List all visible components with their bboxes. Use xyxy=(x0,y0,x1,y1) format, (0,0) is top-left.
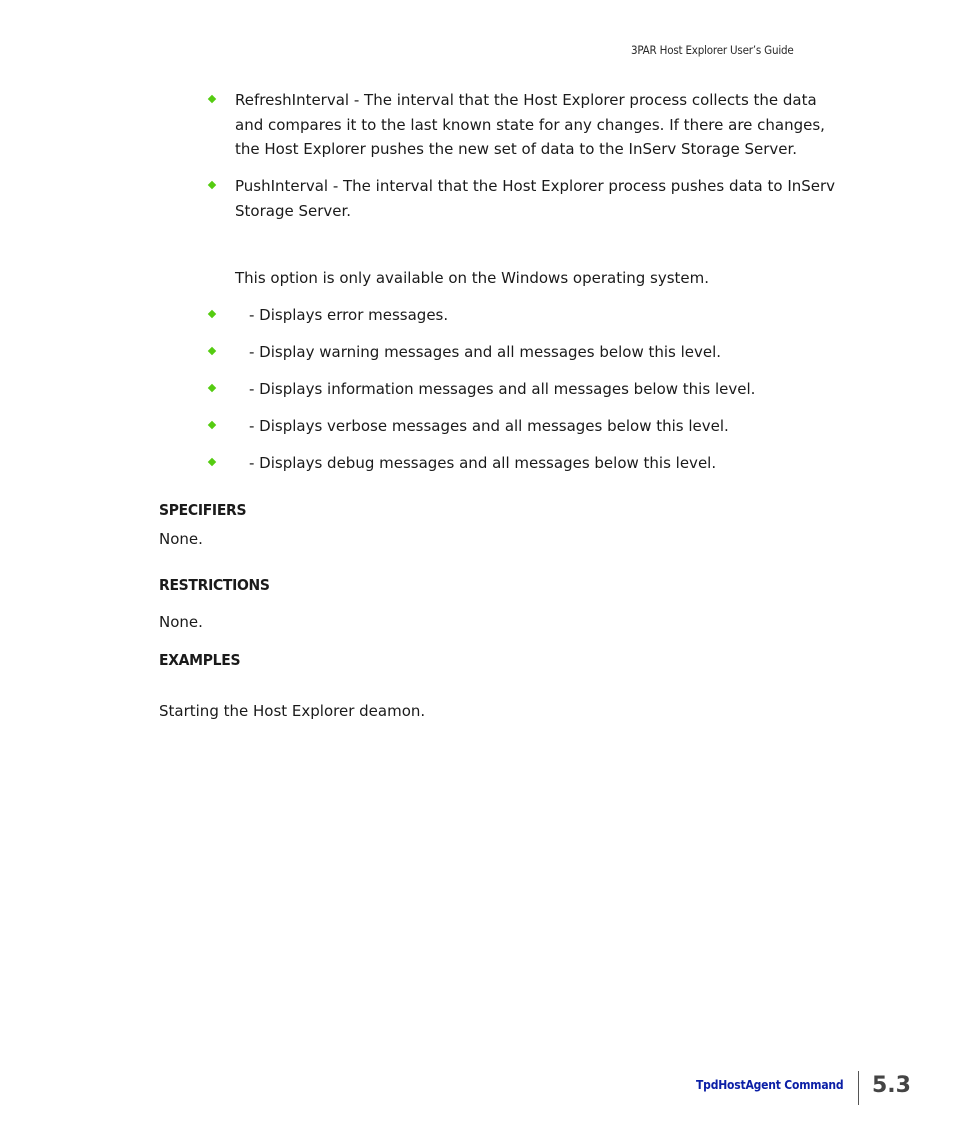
bullet-diamond-icon xyxy=(208,95,216,103)
list-item-text: PushInterval - The interval that the Host Explorer process pushes data to InServ Storage Server. xyxy=(235,177,836,220)
list-item-text: RefreshInterval - The interval that the Host Explorer process collects the data and compares it to the last known state for any changes. If there are changes, the Host Explorer pushes the new set of data to the InServ Storage Server. xyxy=(235,91,825,158)
footer-section-label: TpdHostAgent Command xyxy=(696,1078,844,1092)
specifiers-text: None. xyxy=(159,530,203,548)
examples-heading: EXAMPLES xyxy=(159,651,241,669)
bullet-diamond-icon xyxy=(208,310,216,318)
bullet-diamond-icon xyxy=(208,347,216,355)
windows-note: This option is only available on the Windows operating system. xyxy=(235,269,710,287)
bullet-diamond-icon xyxy=(208,458,216,466)
footer-divider xyxy=(858,1071,859,1105)
list-item-text: - Displays verbose messages and all messages below this level. xyxy=(249,417,729,435)
restrictions-text: None. xyxy=(159,613,203,631)
list-item-text: - Displays debug messages and all messages below this level. xyxy=(249,454,717,472)
list-item-text: - Displays information messages and all messages below this level. xyxy=(249,380,756,398)
bullet-diamond-icon xyxy=(208,421,216,429)
examples-text: Starting the Host Explorer deamon. xyxy=(159,702,426,720)
list-item-text: - Displays error messages. xyxy=(249,306,449,324)
bullet-diamond-icon xyxy=(208,181,216,189)
specifiers-heading: SPECIFIERS xyxy=(159,501,247,519)
restrictions-heading: RESTRICTIONS xyxy=(159,576,270,594)
bullet-diamond-icon xyxy=(208,384,216,392)
page-number: 5.3 xyxy=(872,1073,911,1098)
running-header: 3PAR Host Explorer User’s Guide xyxy=(631,43,794,57)
list-item-text: - Display warning messages and all messages below this level. xyxy=(249,343,722,361)
